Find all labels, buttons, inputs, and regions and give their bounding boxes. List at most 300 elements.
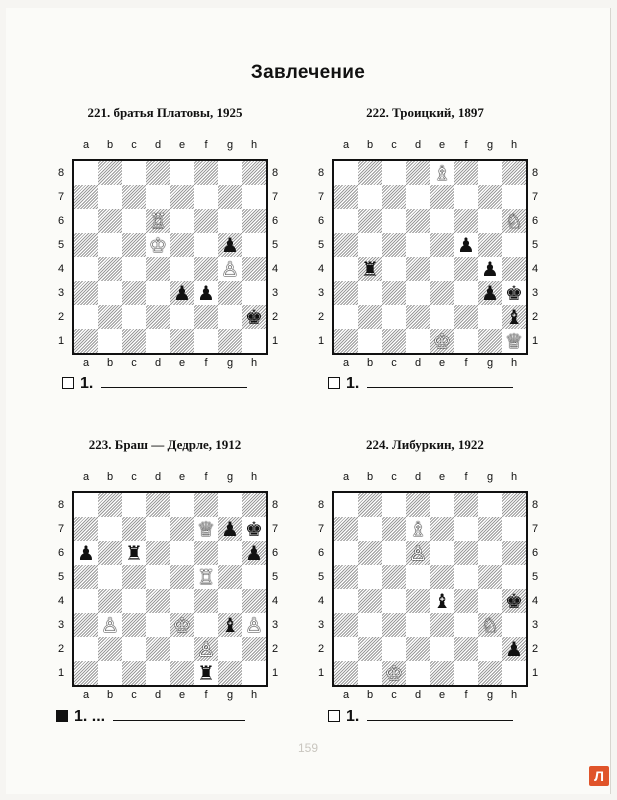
square-f6[interactable] <box>194 541 218 565</box>
square-c2[interactable] <box>382 305 406 329</box>
square-g8[interactable] <box>218 493 242 517</box>
answer-field-224[interactable] <box>328 706 513 726</box>
square-h7[interactable] <box>242 517 266 541</box>
white-piece-icon[interactable]: ♙ <box>101 613 119 637</box>
square-b4[interactable] <box>358 257 382 281</box>
square-b3[interactable] <box>358 281 382 305</box>
square-c4[interactable] <box>122 257 146 281</box>
black-piece-icon[interactable]: ♟ <box>505 637 523 661</box>
square-h2[interactable] <box>242 637 266 661</box>
square-g4[interactable] <box>478 589 502 613</box>
square-b5[interactable] <box>358 233 382 257</box>
black-piece-icon[interactable]: ♚ <box>505 281 523 305</box>
square-g6[interactable] <box>218 541 242 565</box>
square-g3[interactable] <box>478 281 502 305</box>
white-piece-icon[interactable]: ♕ <box>197 517 215 541</box>
square-e3[interactable] <box>430 613 454 637</box>
square-d3[interactable] <box>406 613 430 637</box>
square-h3[interactable] <box>242 281 266 305</box>
square-a2[interactable] <box>74 305 98 329</box>
square-h5[interactable] <box>242 565 266 589</box>
square-c4[interactable] <box>122 589 146 613</box>
square-b5[interactable] <box>98 565 122 589</box>
square-e8[interactable] <box>430 161 454 185</box>
white-piece-icon[interactable]: ♖ <box>197 565 215 589</box>
square-b1[interactable] <box>98 661 122 685</box>
square-d2[interactable] <box>406 637 430 661</box>
square-b8[interactable] <box>98 493 122 517</box>
square-d8[interactable] <box>146 493 170 517</box>
square-d6[interactable] <box>146 209 170 233</box>
square-h6[interactable] <box>502 209 526 233</box>
square-d2[interactable] <box>146 637 170 661</box>
white-piece-icon[interactable]: ♙ <box>197 637 215 661</box>
white-piece-icon[interactable]: ♔ <box>149 233 167 257</box>
square-h3[interactable] <box>502 613 526 637</box>
square-b8[interactable] <box>98 161 122 185</box>
square-d8[interactable] <box>146 161 170 185</box>
square-a3[interactable] <box>74 613 98 637</box>
square-d1[interactable] <box>406 329 430 353</box>
black-piece-icon[interactable]: ♟ <box>481 281 499 305</box>
square-c2[interactable] <box>382 637 406 661</box>
square-c5[interactable] <box>122 565 146 589</box>
square-c6[interactable] <box>122 541 146 565</box>
square-b3[interactable] <box>98 281 122 305</box>
square-h2[interactable] <box>242 305 266 329</box>
square-h8[interactable] <box>242 161 266 185</box>
square-d5[interactable] <box>146 565 170 589</box>
square-a5[interactable] <box>334 565 358 589</box>
black-piece-icon[interactable]: ♟ <box>197 281 215 305</box>
square-e5[interactable] <box>170 233 194 257</box>
square-a1[interactable] <box>74 329 98 353</box>
square-d5[interactable] <box>406 233 430 257</box>
square-g4[interactable] <box>218 589 242 613</box>
square-e4[interactable] <box>430 257 454 281</box>
square-a7[interactable] <box>74 517 98 541</box>
square-c8[interactable] <box>382 161 406 185</box>
square-h3[interactable] <box>502 281 526 305</box>
square-h2[interactable] <box>502 305 526 329</box>
square-a2[interactable] <box>74 637 98 661</box>
square-d7[interactable] <box>146 517 170 541</box>
square-c8[interactable] <box>122 493 146 517</box>
square-e5[interactable] <box>170 565 194 589</box>
square-f2[interactable] <box>194 637 218 661</box>
square-e5[interactable] <box>430 233 454 257</box>
square-a5[interactable] <box>334 233 358 257</box>
square-g7[interactable] <box>218 517 242 541</box>
square-g3[interactable] <box>218 613 242 637</box>
square-g3[interactable] <box>478 613 502 637</box>
square-a2[interactable] <box>334 637 358 661</box>
white-piece-icon[interactable]: ♗ <box>433 161 451 185</box>
square-f3[interactable] <box>194 613 218 637</box>
square-f4[interactable] <box>454 257 478 281</box>
square-b4[interactable] <box>358 589 382 613</box>
square-f1[interactable] <box>194 329 218 353</box>
square-f5[interactable] <box>194 233 218 257</box>
square-a3[interactable] <box>334 281 358 305</box>
square-b5[interactable] <box>358 565 382 589</box>
black-piece-icon[interactable]: ♚ <box>505 589 523 613</box>
square-e2[interactable] <box>430 637 454 661</box>
square-e2[interactable] <box>170 305 194 329</box>
square-g2[interactable] <box>218 637 242 661</box>
square-e6[interactable] <box>430 209 454 233</box>
black-piece-icon[interactable]: ♟ <box>245 541 263 565</box>
square-h8[interactable] <box>502 161 526 185</box>
square-f8[interactable] <box>194 161 218 185</box>
square-f7[interactable] <box>454 185 478 209</box>
square-g5[interactable] <box>218 233 242 257</box>
square-a4[interactable] <box>334 257 358 281</box>
square-g1[interactable] <box>218 329 242 353</box>
white-piece-icon[interactable]: ♔ <box>385 661 403 685</box>
square-h8[interactable] <box>242 493 266 517</box>
square-f6[interactable] <box>454 209 478 233</box>
square-a1[interactable] <box>334 661 358 685</box>
square-f1[interactable] <box>454 661 478 685</box>
square-a3[interactable] <box>74 281 98 305</box>
white-piece-icon[interactable]: ♙ <box>245 613 263 637</box>
square-e1[interactable] <box>170 661 194 685</box>
white-piece-icon[interactable]: ♗ <box>409 517 427 541</box>
square-g5[interactable] <box>478 565 502 589</box>
square-e4[interactable] <box>170 589 194 613</box>
square-b1[interactable] <box>358 661 382 685</box>
square-d3[interactable] <box>146 281 170 305</box>
square-e3[interactable] <box>430 281 454 305</box>
square-h3[interactable] <box>242 613 266 637</box>
square-e6[interactable] <box>430 541 454 565</box>
black-piece-icon[interactable]: ♚ <box>245 517 263 541</box>
black-piece-icon[interactable]: ♟ <box>173 281 191 305</box>
square-c6[interactable] <box>382 209 406 233</box>
square-c7[interactable] <box>122 517 146 541</box>
square-e4[interactable] <box>430 589 454 613</box>
square-f8[interactable] <box>454 493 478 517</box>
square-d1[interactable] <box>146 329 170 353</box>
square-c8[interactable] <box>122 161 146 185</box>
answer-line[interactable] <box>113 706 245 721</box>
white-piece-icon[interactable]: ♔ <box>173 613 191 637</box>
square-f2[interactable] <box>454 637 478 661</box>
square-h8[interactable] <box>502 493 526 517</box>
square-a6[interactable] <box>74 541 98 565</box>
square-b6[interactable] <box>358 541 382 565</box>
square-c2[interactable] <box>122 305 146 329</box>
square-d2[interactable] <box>146 305 170 329</box>
square-h4[interactable] <box>502 257 526 281</box>
square-b7[interactable] <box>358 517 382 541</box>
square-h5[interactable] <box>502 565 526 589</box>
square-c2[interactable] <box>122 637 146 661</box>
square-a4[interactable] <box>74 589 98 613</box>
square-h4[interactable] <box>242 257 266 281</box>
square-b4[interactable] <box>98 589 122 613</box>
square-d8[interactable] <box>406 161 430 185</box>
square-c5[interactable] <box>122 233 146 257</box>
square-b6[interactable] <box>98 541 122 565</box>
square-b7[interactable] <box>98 517 122 541</box>
square-c1[interactable] <box>382 329 406 353</box>
square-g1[interactable] <box>478 329 502 353</box>
black-piece-icon[interactable]: ♚ <box>245 305 263 329</box>
white-piece-icon[interactable]: ♖ <box>149 209 167 233</box>
square-h4[interactable] <box>242 589 266 613</box>
square-e7[interactable] <box>170 185 194 209</box>
square-h5[interactable] <box>242 233 266 257</box>
square-c7[interactable] <box>122 185 146 209</box>
square-d5[interactable] <box>406 565 430 589</box>
square-f7[interactable] <box>194 185 218 209</box>
square-e7[interactable] <box>430 185 454 209</box>
square-c8[interactable] <box>382 493 406 517</box>
black-piece-icon[interactable]: ♜ <box>125 541 143 565</box>
square-g8[interactable] <box>478 161 502 185</box>
square-f2[interactable] <box>454 305 478 329</box>
square-f4[interactable] <box>194 257 218 281</box>
white-piece-icon[interactable]: ♙ <box>409 541 427 565</box>
square-b3[interactable] <box>358 613 382 637</box>
answer-field-223[interactable] <box>56 706 245 726</box>
square-b6[interactable] <box>358 209 382 233</box>
square-e5[interactable] <box>430 565 454 589</box>
square-e6[interactable] <box>170 541 194 565</box>
square-b4[interactable] <box>98 257 122 281</box>
square-a2[interactable] <box>334 305 358 329</box>
square-f1[interactable] <box>194 661 218 685</box>
black-piece-icon[interactable]: ♝ <box>505 305 523 329</box>
square-c7[interactable] <box>382 185 406 209</box>
square-d3[interactable] <box>406 281 430 305</box>
square-f3[interactable] <box>454 613 478 637</box>
answer-line[interactable] <box>367 373 513 388</box>
square-d7[interactable] <box>146 185 170 209</box>
square-a1[interactable] <box>74 661 98 685</box>
square-a8[interactable] <box>334 493 358 517</box>
square-a8[interactable] <box>74 493 98 517</box>
square-e8[interactable] <box>430 493 454 517</box>
square-c7[interactable] <box>382 517 406 541</box>
square-g8[interactable] <box>478 493 502 517</box>
square-f5[interactable] <box>454 565 478 589</box>
square-g7[interactable] <box>478 517 502 541</box>
square-h1[interactable] <box>242 329 266 353</box>
square-c1[interactable] <box>122 329 146 353</box>
black-piece-icon[interactable]: ♟ <box>221 233 239 257</box>
square-c3[interactable] <box>382 281 406 305</box>
square-g8[interactable] <box>218 161 242 185</box>
square-f3[interactable] <box>194 281 218 305</box>
square-g5[interactable] <box>478 233 502 257</box>
square-e1[interactable] <box>170 329 194 353</box>
publisher-logo-icon[interactable]: Л <box>589 766 609 786</box>
square-g1[interactable] <box>218 661 242 685</box>
square-d6[interactable] <box>406 541 430 565</box>
white-piece-icon[interactable]: ♔ <box>433 329 451 353</box>
square-g2[interactable] <box>478 305 502 329</box>
square-f6[interactable] <box>194 209 218 233</box>
square-c1[interactable] <box>382 661 406 685</box>
square-c3[interactable] <box>382 613 406 637</box>
black-piece-icon[interactable]: ♜ <box>361 257 379 281</box>
square-h7[interactable] <box>242 185 266 209</box>
square-h7[interactable] <box>502 185 526 209</box>
square-h4[interactable] <box>502 589 526 613</box>
square-f8[interactable] <box>194 493 218 517</box>
square-c4[interactable] <box>382 257 406 281</box>
square-d4[interactable] <box>406 257 430 281</box>
square-c5[interactable] <box>382 233 406 257</box>
square-a5[interactable] <box>74 233 98 257</box>
square-f4[interactable] <box>194 589 218 613</box>
square-g6[interactable] <box>478 541 502 565</box>
black-piece-icon[interactable]: ♟ <box>221 517 239 541</box>
square-d1[interactable] <box>146 661 170 685</box>
square-e7[interactable] <box>170 517 194 541</box>
square-a7[interactable] <box>74 185 98 209</box>
square-c6[interactable] <box>382 541 406 565</box>
answer-line[interactable] <box>367 706 513 721</box>
square-e8[interactable] <box>170 161 194 185</box>
square-c3[interactable] <box>122 281 146 305</box>
square-d1[interactable] <box>406 661 430 685</box>
square-b1[interactable] <box>98 329 122 353</box>
black-piece-icon[interactable]: ♟ <box>457 233 475 257</box>
square-e6[interactable] <box>170 209 194 233</box>
square-d7[interactable] <box>406 185 430 209</box>
square-e2[interactable] <box>430 305 454 329</box>
black-piece-icon[interactable]: ♝ <box>221 613 239 637</box>
black-piece-icon[interactable]: ♜ <box>197 661 215 685</box>
square-e3[interactable] <box>170 281 194 305</box>
square-h1[interactable] <box>502 661 526 685</box>
white-piece-icon[interactable]: ♙ <box>221 257 239 281</box>
square-b2[interactable] <box>98 305 122 329</box>
square-e7[interactable] <box>430 517 454 541</box>
square-d4[interactable] <box>146 589 170 613</box>
square-g6[interactable] <box>478 209 502 233</box>
square-g7[interactable] <box>218 185 242 209</box>
square-a6[interactable] <box>334 541 358 565</box>
square-h1[interactable] <box>502 329 526 353</box>
square-g1[interactable] <box>478 661 502 685</box>
square-h7[interactable] <box>502 517 526 541</box>
square-h6[interactable] <box>242 209 266 233</box>
square-a1[interactable] <box>334 329 358 353</box>
square-a8[interactable] <box>334 161 358 185</box>
square-f8[interactable] <box>454 161 478 185</box>
square-a4[interactable] <box>334 589 358 613</box>
square-h5[interactable] <box>502 233 526 257</box>
black-piece-icon[interactable]: ♟ <box>77 541 95 565</box>
square-b7[interactable] <box>358 185 382 209</box>
square-c3[interactable] <box>122 613 146 637</box>
square-e1[interactable] <box>430 329 454 353</box>
square-f1[interactable] <box>454 329 478 353</box>
square-g3[interactable] <box>218 281 242 305</box>
square-f4[interactable] <box>454 589 478 613</box>
answer-line[interactable] <box>101 373 247 388</box>
square-a5[interactable] <box>74 565 98 589</box>
square-a6[interactable] <box>74 209 98 233</box>
square-b2[interactable] <box>358 305 382 329</box>
white-piece-icon[interactable]: ♘ <box>505 209 523 233</box>
square-f5[interactable] <box>454 233 478 257</box>
black-piece-icon[interactable]: ♝ <box>433 589 451 613</box>
square-b7[interactable] <box>98 185 122 209</box>
square-f6[interactable] <box>454 541 478 565</box>
square-c4[interactable] <box>382 589 406 613</box>
square-d8[interactable] <box>406 493 430 517</box>
answer-field-221[interactable] <box>62 373 247 393</box>
square-f7[interactable] <box>454 517 478 541</box>
square-b2[interactable] <box>358 637 382 661</box>
square-g5[interactable] <box>218 565 242 589</box>
square-b5[interactable] <box>98 233 122 257</box>
answer-field-222[interactable] <box>328 373 513 393</box>
square-d6[interactable] <box>146 541 170 565</box>
square-a7[interactable] <box>334 517 358 541</box>
square-b2[interactable] <box>98 637 122 661</box>
square-d4[interactable] <box>146 257 170 281</box>
square-a3[interactable] <box>334 613 358 637</box>
square-d5[interactable] <box>146 233 170 257</box>
square-e4[interactable] <box>170 257 194 281</box>
square-d3[interactable] <box>146 613 170 637</box>
square-d4[interactable] <box>406 589 430 613</box>
square-h6[interactable] <box>502 541 526 565</box>
square-e1[interactable] <box>430 661 454 685</box>
square-b8[interactable] <box>358 493 382 517</box>
square-f7[interactable] <box>194 517 218 541</box>
square-d6[interactable] <box>406 209 430 233</box>
square-g7[interactable] <box>478 185 502 209</box>
square-g6[interactable] <box>218 209 242 233</box>
white-piece-icon[interactable]: ♕ <box>505 329 523 353</box>
square-b1[interactable] <box>358 329 382 353</box>
square-e2[interactable] <box>170 637 194 661</box>
square-g4[interactable] <box>218 257 242 281</box>
square-h6[interactable] <box>242 541 266 565</box>
square-f5[interactable] <box>194 565 218 589</box>
square-g2[interactable] <box>478 637 502 661</box>
square-g2[interactable] <box>218 305 242 329</box>
square-b6[interactable] <box>98 209 122 233</box>
square-h1[interactable] <box>242 661 266 685</box>
square-a4[interactable] <box>74 257 98 281</box>
square-c1[interactable] <box>122 661 146 685</box>
square-a7[interactable] <box>334 185 358 209</box>
white-piece-icon[interactable]: ♘ <box>481 613 499 637</box>
square-d2[interactable] <box>406 305 430 329</box>
black-piece-icon[interactable]: ♟ <box>481 257 499 281</box>
square-e8[interactable] <box>170 493 194 517</box>
square-f3[interactable] <box>454 281 478 305</box>
square-h2[interactable] <box>502 637 526 661</box>
square-a6[interactable] <box>334 209 358 233</box>
square-d7[interactable] <box>406 517 430 541</box>
square-b3[interactable] <box>98 613 122 637</box>
square-f2[interactable] <box>194 305 218 329</box>
square-a8[interactable] <box>74 161 98 185</box>
square-b8[interactable] <box>358 161 382 185</box>
square-e3[interactable] <box>170 613 194 637</box>
square-g4[interactable] <box>478 257 502 281</box>
